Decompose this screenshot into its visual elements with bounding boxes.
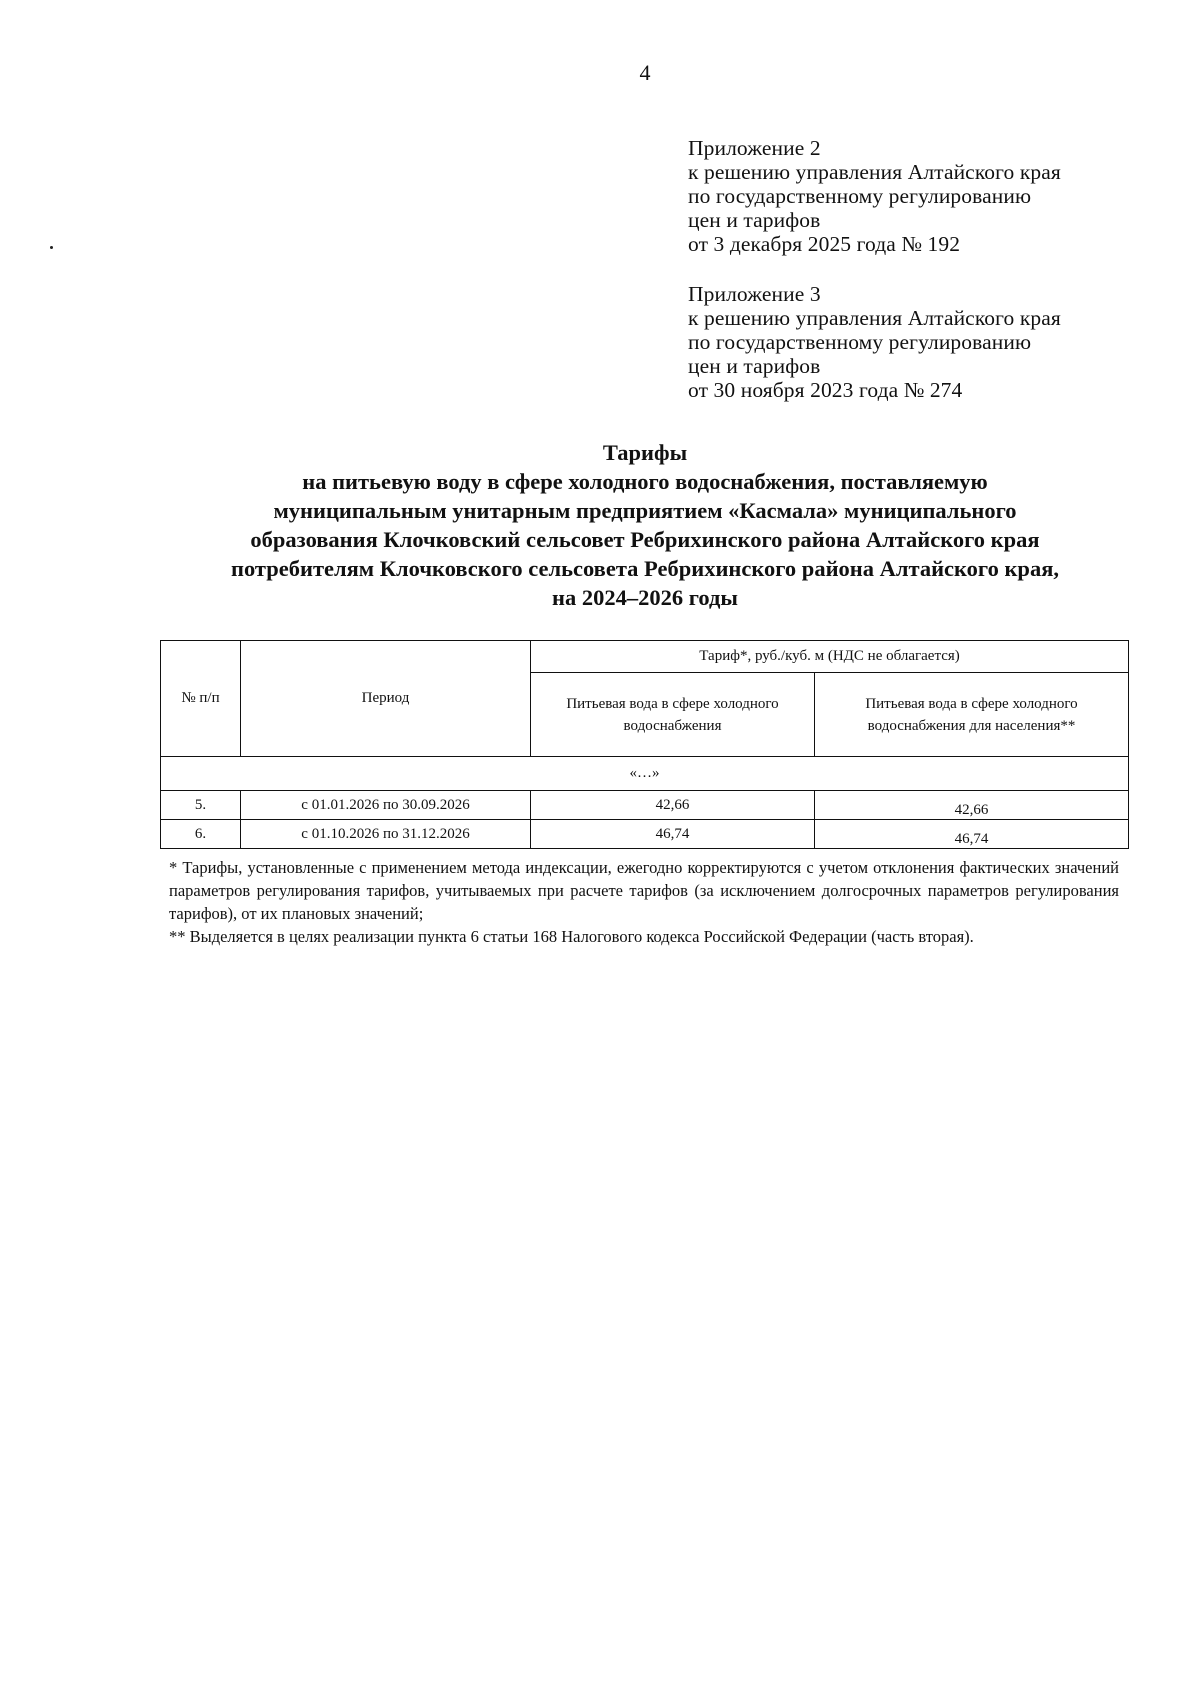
title-line: образования Клочковский сельсовет Ребрихинского района Алтайского края [250, 527, 1040, 552]
appendix-line: по государственному регулированию [688, 184, 1032, 208]
row-tariff-population: 42,66 [815, 791, 1129, 820]
row-tariff-general: 42,66 [531, 791, 815, 820]
appendix-line: к решению управления Алтайского края [688, 160, 1061, 184]
header-tariff-group: Тариф*, руб./куб. м (НДС не облагается) [531, 641, 1129, 673]
appendix-line: по государственному регулированию [688, 330, 1032, 354]
footnote-vat: ** Выделяется в целях реализации пункта 6 статьи 168 Налогового кодекса Российской Федерации (часть вторая). [169, 927, 974, 946]
footnote-indexation: * Тарифы, установленные с применением метода индексации, ежегодно корректируются с учетом отклонения фактических значений параметров регулирования тарифов, учитываемых при расчете тарифов (за исключением долгосрочных параметров регулирования тарифов), от их плановых значений; [169, 858, 1119, 923]
document-title [160, 438, 1130, 612]
appendix-line: Приложение 3 [688, 282, 821, 306]
appendix-line: Приложение 2 [688, 136, 821, 160]
title-line: на питьевую воду в сфере холодного водоснабжения, поставляемую [302, 469, 988, 494]
row-number: 6. [161, 820, 241, 849]
table-row [161, 820, 1129, 849]
appendix-original-block [688, 282, 1061, 402]
tariff-table [160, 640, 1129, 849]
appendix-line: от 3 декабря 2025 года № 192 [688, 232, 961, 256]
scan-mark [50, 246, 53, 249]
header-period: Период [241, 641, 531, 757]
row-number: 5. [161, 791, 241, 820]
table-header-row [161, 641, 1129, 673]
title-line: потребителям Клочковского сельсовета Ребрихинского района Алтайского края, [230, 556, 1059, 581]
appendix-line: цен и тарифов [688, 208, 821, 232]
title-line: на 2024–2026 годы [552, 585, 738, 610]
appendix-line: от 30 ноября 2023 года № 274 [688, 378, 963, 402]
header-tariff-general: Питьевая вода в сфере холодного водоснабжения [531, 673, 815, 757]
appendix-line: цен и тарифов [688, 354, 821, 378]
row-period: с 01.10.2026 по 31.12.2026 [241, 820, 531, 849]
appendix-line: к решению управления Алтайского края [688, 306, 1061, 330]
header-number: № п/п [161, 641, 241, 757]
footnotes [169, 856, 1119, 948]
omitted-rows-marker: «…» [161, 757, 1129, 791]
header-tariff-population: Питьевая вода в сфере холодного водоснабжения для населения** [815, 673, 1129, 757]
page-number: 4 [639, 60, 651, 85]
title-line: муниципальным унитарным предприятием «Касмала» муниципального [273, 498, 1017, 523]
row-period: с 01.01.2026 по 30.09.2026 [241, 791, 531, 820]
row-tariff-population: 46,74 [815, 820, 1129, 849]
table-row [161, 791, 1129, 820]
row-tariff-general: 46,74 [531, 820, 815, 849]
omitted-rows-row [161, 757, 1129, 791]
title-line: Тарифы [602, 440, 688, 465]
appendix-current-block [688, 136, 1061, 256]
